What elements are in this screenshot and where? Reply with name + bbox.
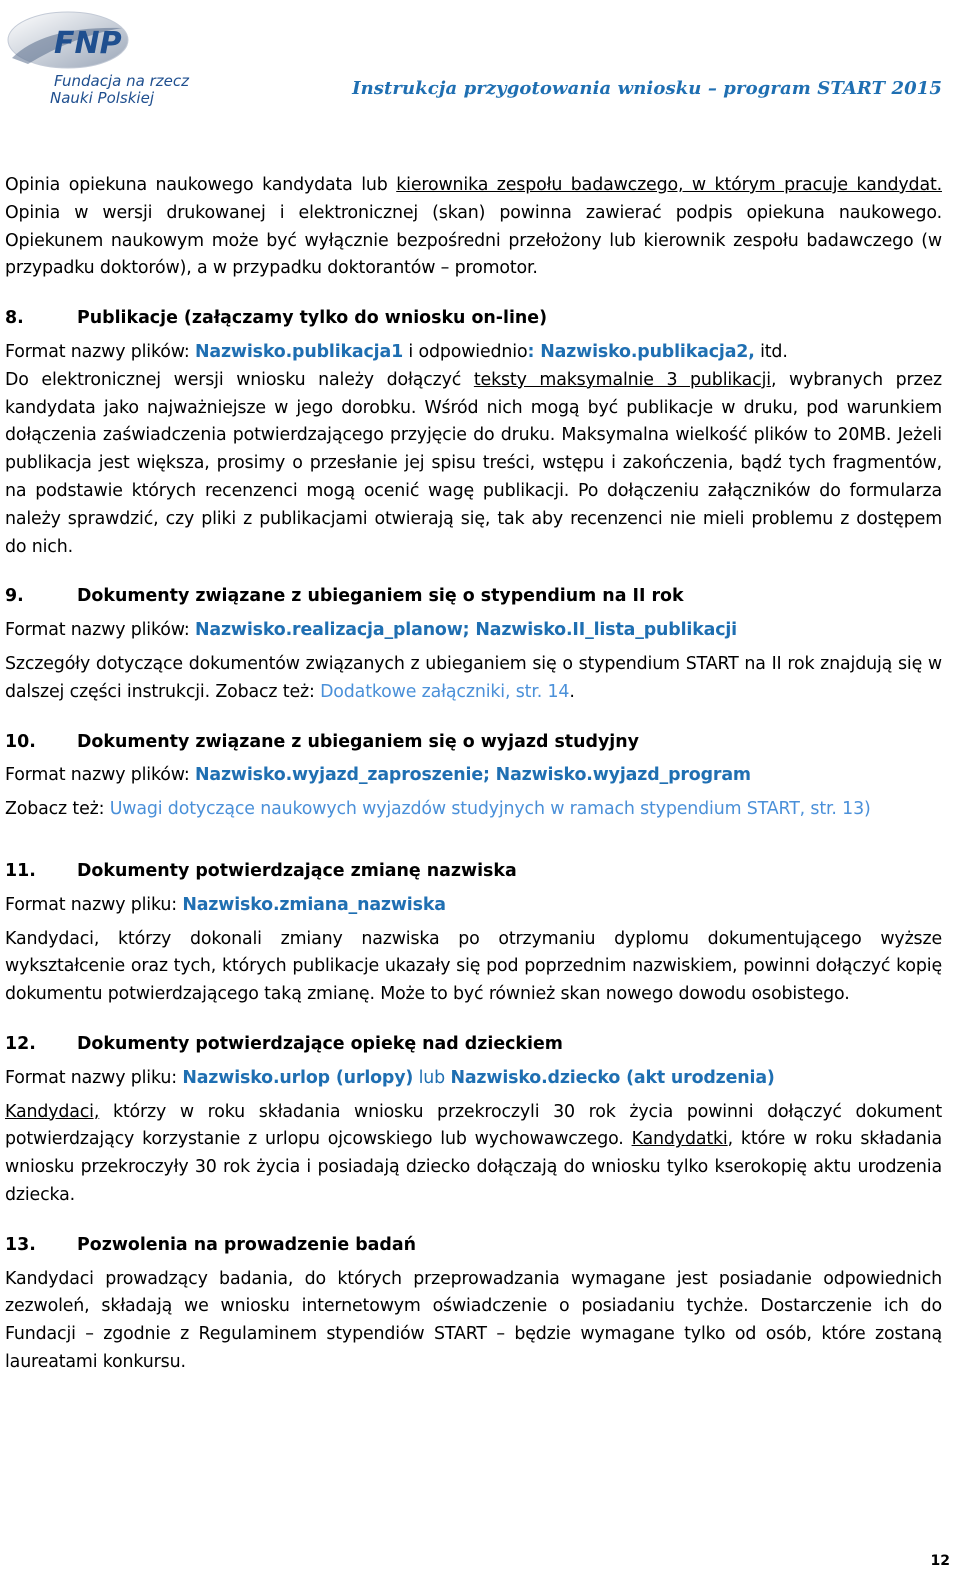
logo-subtitle-line-2: Nauki Polskiej xyxy=(50,89,154,107)
file-name-format: Format nazwy plików: Nazwisko.realizacja_planow; Nazwisko.II_lista_publikacji xyxy=(5,620,737,641)
section-9-body: Szczegóły dotyczące dokumentów związanych z ubieganiem się o stypendium START na II rok znajdują się w dalszej części instrukcji. Zobacz też: Dodatkowe załączniki, str. 14. xyxy=(5,653,942,702)
file-name-format: Format nazwy plików: Nazwisko.wyjazd_zaproszenie; Nazwisko.wyjazd_program xyxy=(5,765,751,786)
section-12-heading xyxy=(5,1031,942,1059)
section-13-heading xyxy=(5,1232,942,1260)
section-title: Publikacje (załączamy tylko do wniosku on-line) xyxy=(77,308,548,329)
file-name-format: Format nazwy plików: Nazwisko.publikacja1 i odpowiednio: Nazwisko.publikacja2, itd. xyxy=(5,341,788,362)
underlined-phrase: Kandydaci, xyxy=(5,1101,100,1122)
logo-wordmark: FNP xyxy=(54,26,122,61)
section-12-body: Kandydaci, którzy w roku składania wniosku przekroczyli 30 rok życia powinni dołączyć dokument potwierdzający korzystanie z urlopu ojcowskiego lub wychowawczego. Kandydatki, które w roku składania wniosku przekroczyły 30 rok życia i posiadają dziecko dołączają do wniosku tylko kserokopię aktu urodzenia dziecka. xyxy=(5,1101,942,1205)
section-number: 12. xyxy=(5,1033,36,1054)
intro-paragraph: Opinia opiekuna naukowego kandydata lub kierownika zespołu badawczego, w którym pracuje kandydat. Opinia w wersji drukowanej i elektronicznej (skan) powinna zawierać podpis opiekuna naukowego. Opiekunem naukowym może być wyłącznie bezpośredni przełożony lub kierownik zespołu badawczego (w przypadku doktorów), a w przypadku doktorantów – promotor. xyxy=(5,175,942,279)
underlined-phrase: kierownika zespołu badawczego, w którym pracuje kandydat. xyxy=(396,175,942,195)
section-number: 13. xyxy=(5,1234,36,1255)
file-name-format: Format nazwy pliku: Nazwisko.urlop (urlopy) lub Nazwisko.dziecko (akt urodzenia) xyxy=(5,1067,775,1088)
section-title: Dokumenty potwierdzające opiekę nad dzieckiem xyxy=(77,1033,563,1054)
section-13-body: Kandydaci prowadzący badania, do których przeprowadzania wymagane jest posiadanie odpowiednich zezwoleń, składają we wniosku internetowym oświadczenie o posiadaniu tychże. Dostarczenie ich do Fundacji – zgodnie z Regulaminem stypendiów START – będzie wymagane tylko od osób, które zostaną laureatami konkursu. xyxy=(5,1268,942,1372)
section-title: Dokumenty związane z ubieganiem się o stypendium na II rok xyxy=(77,586,684,607)
file-name-format: Format nazwy pliku: Nazwisko.zmiana_nazwiska xyxy=(5,894,446,915)
underlined-phrase: teksty maksymalnie 3 publikacji xyxy=(473,369,771,390)
section-number: 8. xyxy=(5,308,24,329)
section-number: 10. xyxy=(5,731,36,752)
section-8-body: Do elektronicznej wersji wniosku należy dołączyć teksty maksymalnie 3 publikacji, wybranych przez kandydata jako najważniejsze w jego dorobku. Wśród nich mogą być publikacje w druku, pod warunkiem dołączenia zaświadczenia potwierdzającego przyjęcie do druku. Maksymalna wielkość plików to 20MB. Jeżeli publikacja jest większa, prosimy o przesłanie jej spisu treści, wstępu i zakończenia, bądź tych fragmentów, na podstawie których recenzenci mogą ocenić wagę publikacji. Po dołączeniu załączników do formularza należy sprawdzić, czy pliki z publikacjami otwierają się, tak aby recenzenci nie mieli problemu z dostępem do nich. xyxy=(5,369,943,557)
fnp-logo xyxy=(4,6,204,110)
section-9-heading xyxy=(5,583,942,611)
page-number: 12 xyxy=(930,1553,950,1569)
cross-reference-link[interactable]: Uwagi dotyczące naukowych wyjazdów studyjnych w ramach stypendium START, str. 13) xyxy=(109,799,871,820)
section-8-heading xyxy=(5,305,942,333)
section-10-heading xyxy=(5,729,942,757)
underlined-phrase: Kandydatki xyxy=(631,1129,728,1150)
section-11-body: Kandydaci, którzy dokonali zmiany nazwiska po otrzymaniu dyplomu dokumentującego wyższe wykształcenie oraz tych, których publikacje ukazały się pod poprzednim nazwiskiem, powinni dołączyć kopię dokumentu potwierdzającego taką zmianę. Może to być również skan nowego dowodu osobistego. xyxy=(5,928,942,1005)
logo-subtitle-line-1: Fundacja na rzecz xyxy=(54,72,189,90)
section-10-body: Zobacz też: Uwagi dotyczące naukowych wyjazdów studyjnych w ramach stypendium START, str. 13) xyxy=(5,799,871,820)
section-number: 11. xyxy=(5,860,36,881)
cross-reference-link[interactable]: Dodatkowe załączniki, str. 14 xyxy=(320,681,570,702)
section-title: Dokumenty potwierdzające zmianę nazwiska xyxy=(77,860,517,881)
section-title: Dokumenty związane z ubieganiem się o wyjazd studyjny xyxy=(77,731,639,752)
section-number: 9. xyxy=(5,586,24,607)
section-title: Pozwolenia na prowadzenie badań xyxy=(77,1234,416,1255)
running-title: Instrukcja przygotowania wniosku – program START 2015 xyxy=(352,78,942,99)
section-11-heading xyxy=(5,858,942,886)
document-body xyxy=(5,172,942,1377)
